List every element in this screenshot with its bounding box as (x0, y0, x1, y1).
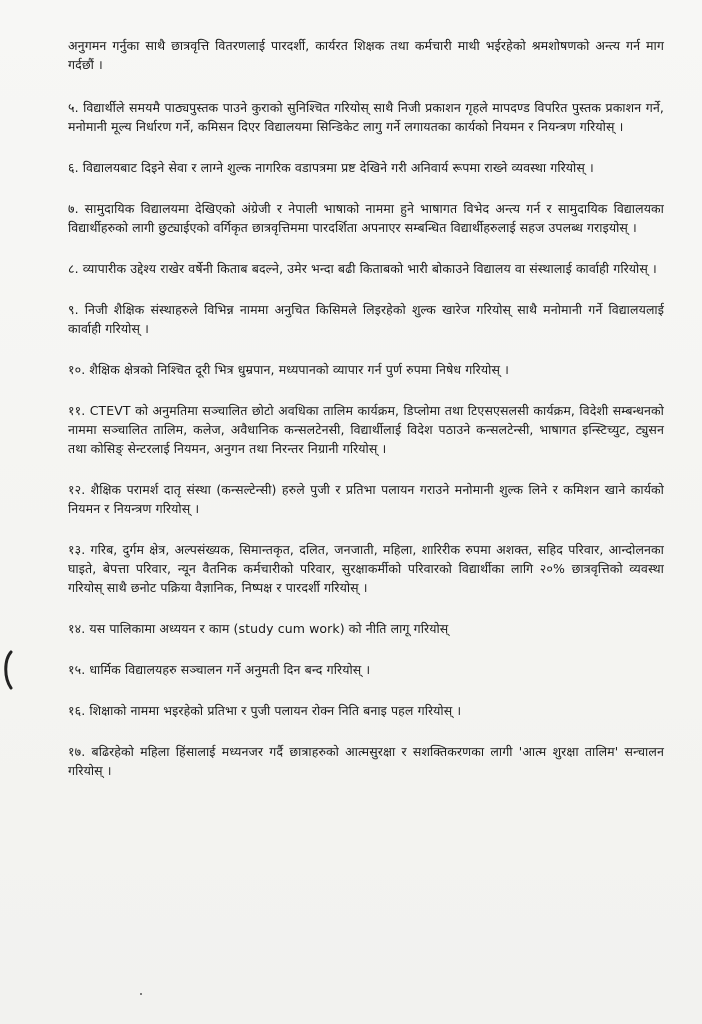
paragraph-item-12: १२. शैक्षिक परामर्श दातृ संस्था (कन्सल्टेन्सी) हरुले पुजी र प्रतिभा पलायन गराउने मनोमानी शुल्क लिने र कमिशन खाने कार्यको नियमन र नियन्त्रण गरियोस् । (68, 482, 664, 516)
paragraph-item-17: १७. बढिरहेको महिला हिंसालाई मध्यनजर गर्दै छात्राहरुको आत्मसुरक्षा र सशक्तिकरणका लागी 'आत्म शुरक्षा तालिम' सन्चालन गरियोस् । (68, 744, 664, 778)
paragraph-item-16: १६. शिक्षाको नाममा भइरहेको प्रतिभा र पुजी पलायन रोक्न निति बनाइ पहल गरियोस् । (68, 703, 462, 718)
paragraph-item-13: १३. गरिब, दुर्गम क्षेत्र, अल्पसंख्यक, सिमान्तकृत, दलित, जनजाती, महिला, शारिरीक रुपमा अशक्त, सहिद परिवार, आन्दोलनका घाइते, बेपत्ता परिवार, न्यून वैतनिक कर्मचारीको परिवार, सुरक्षाकर्मीको परिवारको विद्यार्थीका लागि २०% छात्रवृत्तिको व्यवस्था गरियोस् साथै छनोट पक्रिया वैज्ञानिक, निष्पक्ष र पारदर्शी गरियोस् । (68, 542, 664, 595)
paragraph-item-8: ८. व्यापारीक उद्देश्य राखेर वर्षेनी किताब बदल्ने, उमेर भन्दा बढी किताबको भारी बोकाउने विद्यालय वा संस्थालाई कार्वाही गरियोस् । (68, 261, 657, 276)
paragraph-item-10: १०. शैक्षिक क्षेत्रको निश्चित दूरी भित्र धुम्रपान, मध्यपानको व्यापार गर्न पुर्ण रुपमा निषेध गरियोस् । (68, 362, 509, 377)
paragraph-item-9: ९. निजी शैक्षिक संस्थाहरुले विभिन्न नाममा अनुचित किसिमले लिइरहेको शुल्क खारेज गरियोस् साथै मनोमानी गर्ने विद्यालयलाई कार्वाही गरियोस् । (68, 302, 664, 336)
document-body (68, 36, 664, 802)
paragraph-item-5: ५. विद्यार्थीले समयमै पाठ्यपुस्तक पाउने कुराको सुनिश्चित गरियोस् साथै निजी प्रकाशन गृहले मापदण्ड विपरित पुस्तक प्रकाशन गर्ने, मनोमानी मूल्य निर्धारण गर्ने, कमिसन दिएर विद्यालयमा सिन्डिकेट लागु गर्ने लगायतका कार्यको नियमन र नियन्त्रण गरियोस् । (68, 100, 664, 134)
paragraph-continuation: अनुगमन गर्नुका साथै छात्रवृत्ति वितरणलाई पारदर्शी, कार्यरत शिक्षक तथा कर्मचारी माथी भईरहेको श्रमशोषणको अन्त्य गर्न माग गर्दछौं । (68, 38, 664, 72)
binding-mark-icon (2, 650, 14, 690)
paragraph-item-6: ६. विद्यालयबाट दिइने सेवा र लाग्ने शुल्क नागरिक वडापत्रमा प्रष्ट देखिने गरी अनिवार्य रूपमा राख्ने व्यवस्था गरियोस् । (68, 160, 594, 175)
paragraph-item-7: ७. सामुदायिक विद्यालयमा देखिएको अंग्रेजी र नेपाली भाषाको नाममा हुने भाषागत विभेद अन्त्य गर्न र सामुदायिक विद्यालयका विद्यार्थीहरुको लागी छुट्याईएको वर्गिकृत छात्रवृत्तिममा पारदर्शिता अपनाएर सम्बन्धित विद्यार्थीहरुलाई सहज उपलब्ध गराइयोस् । (68, 201, 664, 235)
paragraph-item-11: ११. CTEVT को अनुमतिमा सञ्चालित छोटो अवधिका तालिम कार्यक्रम, डिप्लोमा तथा टिएसएसलसी कार्यक्रम, विदेशी सम्बन्धनको नाममा सञ्चालित तालिम, कलेज, अवैधानिक कन्सलटेनसी, विद्यार्थीलाई विदेश पठाउने कन्सलटेन्सी, भाषागत इन्स्टिच्युट, ट्युसन तथा कोसिङ् सेन्टरलाई नियमन, अनुगन तथा निरन्तर निग्रानी गरियोस् । (68, 403, 664, 456)
paragraph-item-14: १४. यस पालिकामा अध्ययन र काम (study cum work) को नीति लागू गरियोस् (68, 621, 449, 636)
paragraph-item-15: १५. धार्मिक विद्यालयहरु सञ्चालन गर्ने अनुमती दिन बन्द गरियोस् । (68, 662, 371, 677)
paper-speck (140, 993, 142, 995)
